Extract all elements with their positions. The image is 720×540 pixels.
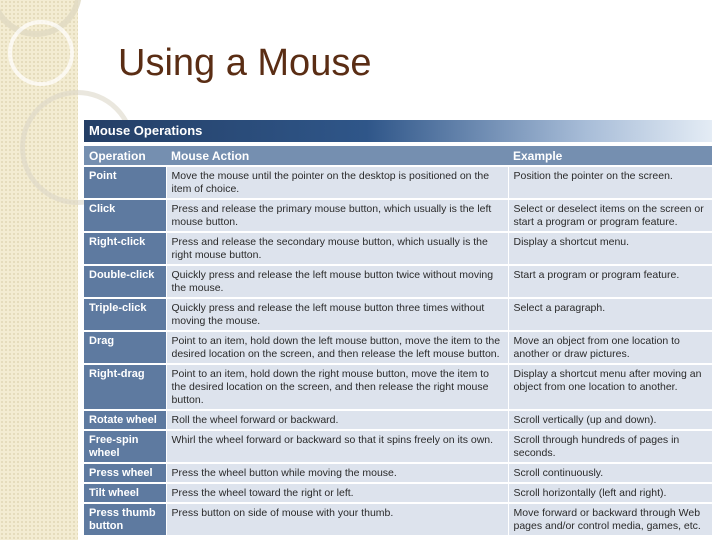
action-cell: Whirl the wheel forward or backward so that it spins freely on its own. <box>166 430 508 463</box>
operation-cell: Double-click <box>84 265 166 298</box>
operation-cell: Right-drag <box>84 364 166 410</box>
operation-cell: Click <box>84 199 166 232</box>
table-row <box>84 430 712 463</box>
decorative-circle <box>8 20 74 86</box>
table-row <box>84 463 712 483</box>
example-cell: Position the pointer on the screen. <box>508 166 712 199</box>
table-row <box>84 331 712 364</box>
action-cell: Press the wheel button while moving the mouse. <box>166 463 508 483</box>
action-cell: Quickly press and release the left mouse button twice without moving the mouse. <box>166 265 508 298</box>
table-row <box>84 232 712 265</box>
column-header-operation: Operation <box>84 146 166 166</box>
example-cell: Select or deselect items on the screen or start a program or program feature. <box>508 199 712 232</box>
column-header-example: Example <box>508 146 712 166</box>
column-header-mouse-action: Mouse Action <box>166 146 508 166</box>
operation-cell: Free-spin wheel <box>84 430 166 463</box>
example-cell: Display a shortcut menu. <box>508 232 712 265</box>
example-cell: Start a program or program feature. <box>508 265 712 298</box>
mouse-operations-table <box>84 120 712 532</box>
table-heading: Mouse Operations <box>84 120 712 142</box>
table-row <box>84 410 712 430</box>
table-row <box>84 166 712 199</box>
example-cell: Move an object from one location to another or draw pictures. <box>508 331 712 364</box>
action-cell: Press the wheel toward the right or left. <box>166 483 508 503</box>
operation-cell: Right-click <box>84 232 166 265</box>
operation-cell: Press wheel <box>84 463 166 483</box>
table-row <box>84 364 712 410</box>
table-row <box>84 298 712 331</box>
action-cell: Point to an item, hold down the left mouse button, move the item to the desired location on the screen, and then release the left mouse button. <box>166 331 508 364</box>
action-cell: Quickly press and release the left mouse button three times without moving the mouse. <box>166 298 508 331</box>
table-header-row <box>84 146 712 166</box>
action-cell: Press and release the secondary mouse button, which usually is the right mouse button. <box>166 232 508 265</box>
operation-cell: Tilt wheel <box>84 483 166 503</box>
action-cell: Roll the wheel forward or backward. <box>166 410 508 430</box>
example-cell: Move forward or backward through Web pages and/or control media, games, etc. <box>508 503 712 536</box>
action-cell: Press button on side of mouse with your thumb. <box>166 503 508 536</box>
table-row <box>84 265 712 298</box>
operation-cell: Point <box>84 166 166 199</box>
table-row <box>84 199 712 232</box>
example-cell: Select a paragraph. <box>508 298 712 331</box>
example-cell: Display a shortcut menu after moving an object from one location to another. <box>508 364 712 410</box>
action-cell: Move the mouse until the pointer on the desktop is positioned on the item of choice. <box>166 166 508 199</box>
table-row <box>84 483 712 503</box>
example-cell: Scroll through hundreds of pages in seconds. <box>508 430 712 463</box>
example-cell: Scroll continuously. <box>508 463 712 483</box>
operation-cell: Rotate wheel <box>84 410 166 430</box>
action-cell: Press and release the primary mouse button, which usually is the left mouse button. <box>166 199 508 232</box>
slide-title: Using a Mouse <box>118 42 372 84</box>
action-cell: Point to an item, hold down the right mouse button, move the item to the desired location on the screen, and then release the right mouse button. <box>166 364 508 410</box>
operation-cell: Press thumb button <box>84 503 166 536</box>
operations-table <box>84 146 712 537</box>
operation-cell: Triple-click <box>84 298 166 331</box>
table-row <box>84 503 712 536</box>
example-cell: Scroll horizontally (left and right). <box>508 483 712 503</box>
example-cell: Scroll vertically (up and down). <box>508 410 712 430</box>
operation-cell: Drag <box>84 331 166 364</box>
